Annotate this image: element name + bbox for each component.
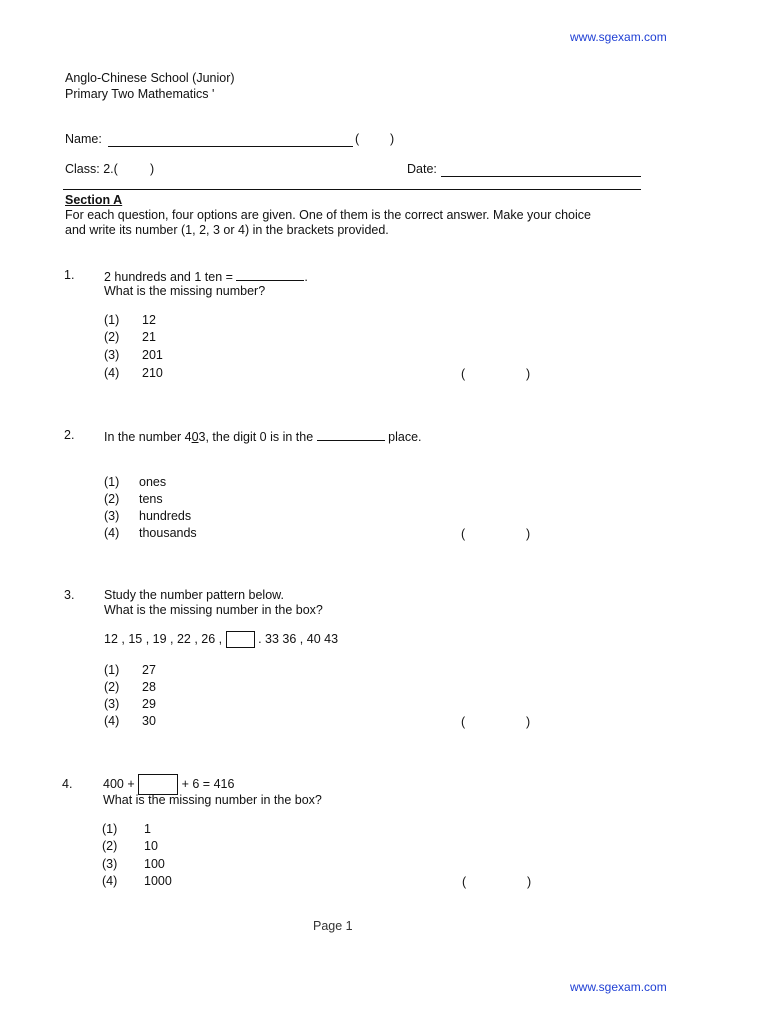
question-1-option-3[interactable]: [104, 348, 163, 362]
question-4-line1: [103, 774, 234, 795]
question-2-option-4[interactable]: [104, 526, 197, 540]
question-4-number: 4.: [62, 777, 73, 791]
school-name: Anglo-Chinese School (Junior): [65, 71, 235, 85]
name-field[interactable]: [108, 146, 353, 147]
option-text: tens: [139, 492, 163, 506]
question-1-option-4[interactable]: [104, 366, 163, 380]
option-label: (3): [102, 857, 118, 871]
option-label: (3): [104, 509, 120, 523]
date-field[interactable]: [441, 176, 641, 177]
question-4-option-1[interactable]: [102, 822, 151, 836]
section-instruction-line2: and write its number (1, 2, 3 or 4) in the brackets provided.: [65, 223, 389, 237]
question-4-option-4[interactable]: [102, 874, 172, 888]
option-text: 10: [144, 839, 158, 853]
question-1-number: 1.: [64, 268, 75, 282]
question-2-text-after: place.: [388, 430, 422, 444]
question-2-option-3[interactable]: [104, 509, 191, 523]
header-divider: [63, 189, 641, 190]
option-label: (1): [102, 822, 118, 836]
option-label: (2): [102, 839, 118, 853]
question-2-option-1[interactable]: [104, 475, 166, 489]
question-3-pattern-after: . 33 36 , 40 43: [258, 631, 339, 646]
question-3-number: 3.: [64, 588, 75, 602]
option-label: (4): [104, 366, 120, 380]
option-text: thousands: [139, 526, 197, 540]
name-label: Name:: [65, 132, 102, 146]
question-1-answer-open: (: [461, 367, 466, 381]
question-3-line1: Study the number pattern below.: [104, 588, 284, 602]
question-3-pattern: [104, 631, 338, 648]
section-instruction-line1: For each question, four options are given. One of them is the correct answer. Make your choice: [65, 208, 591, 222]
question-1-line2: What is the missing number?: [104, 284, 266, 298]
question-1-line1: [104, 268, 308, 284]
option-text: 27: [142, 663, 156, 677]
question-2-blank: [317, 428, 385, 441]
option-label: (4): [104, 714, 120, 728]
option-text: 100: [144, 857, 165, 871]
option-text: 210: [142, 366, 163, 380]
question-1-answer-close: ): [526, 367, 531, 381]
question-4-answer-open: (: [462, 875, 467, 889]
question-2-text-mid: 3, the digit 0 is in the: [198, 430, 314, 444]
option-text: 12: [142, 313, 156, 327]
website-link-top[interactable]: www.sgexam.com: [570, 30, 667, 44]
option-label: (1): [104, 475, 120, 489]
question-1-option-1[interactable]: [104, 313, 156, 327]
option-label: (2): [104, 680, 120, 694]
option-text: 30: [142, 714, 156, 728]
question-4-answer-close: ): [527, 875, 532, 889]
question-3-answer-box: [226, 631, 255, 648]
option-text: 1000: [144, 874, 172, 888]
page-number: Page 1: [313, 919, 353, 933]
option-label: (1): [104, 313, 120, 327]
option-label: (3): [104, 697, 120, 711]
question-2-answer-open: (: [461, 527, 466, 541]
question-3-answer-open: (: [461, 715, 466, 729]
question-3-option-3[interactable]: [104, 697, 156, 711]
option-text: 29: [142, 697, 156, 711]
question-4-line2: What is the missing number in the box?: [103, 793, 322, 807]
question-1-option-2[interactable]: [104, 330, 156, 344]
option-text: 201: [142, 348, 163, 362]
section-title: Section A: [65, 193, 123, 207]
option-text: 28: [142, 680, 156, 694]
question-4-text-after: + 6 = 416: [181, 776, 235, 791]
option-label: (3): [104, 348, 120, 362]
option-text: 1: [144, 822, 151, 836]
option-text: ones: [139, 475, 167, 489]
question-4-option-2[interactable]: [102, 839, 158, 853]
name-paren-open: (: [355, 132, 360, 146]
question-3-answer-close: ): [526, 715, 531, 729]
question-1-text-before: 2 hundreds and 1 ten =: [104, 270, 233, 284]
question-1-blank: [236, 268, 304, 281]
class-paren-close: ): [150, 162, 155, 176]
option-label: (4): [104, 526, 120, 540]
website-link-bottom[interactable]: www.sgexam.com: [570, 980, 667, 994]
question-2-option-2[interactable]: [104, 492, 163, 506]
name-paren-close: ): [390, 132, 395, 146]
option-label: (1): [104, 663, 120, 677]
question-2-underlined-digit: 0: [191, 430, 199, 444]
question-3-line2: What is the missing number in the box?: [104, 603, 323, 617]
date-label: Date:: [407, 162, 437, 176]
question-2-line1: [104, 428, 422, 444]
question-2-answer-close: ): [526, 527, 531, 541]
question-2-text-before: In the number 4: [104, 430, 192, 444]
question-4-option-3[interactable]: [102, 857, 165, 871]
option-label: (2): [104, 492, 120, 506]
class-label: Class: 2.(: [65, 162, 118, 176]
question-3-pattern-before: 12 , 15 , 19 , 22 , 26 ,: [104, 631, 223, 646]
question-3-option-1[interactable]: [104, 663, 156, 677]
option-label: (4): [102, 874, 118, 888]
option-text: 21: [142, 330, 156, 344]
subject-title: Primary Two Mathematics ': [65, 87, 215, 101]
question-4-answer-box: [138, 774, 178, 795]
question-1-text-after: .: [304, 270, 308, 284]
question-4-text-before: 400 +: [103, 776, 135, 791]
option-text: hundreds: [139, 509, 192, 523]
question-3-option-2[interactable]: [104, 680, 156, 694]
question-2-number: 2.: [64, 428, 75, 442]
question-3-option-4[interactable]: [104, 714, 156, 728]
option-label: (2): [104, 330, 120, 344]
